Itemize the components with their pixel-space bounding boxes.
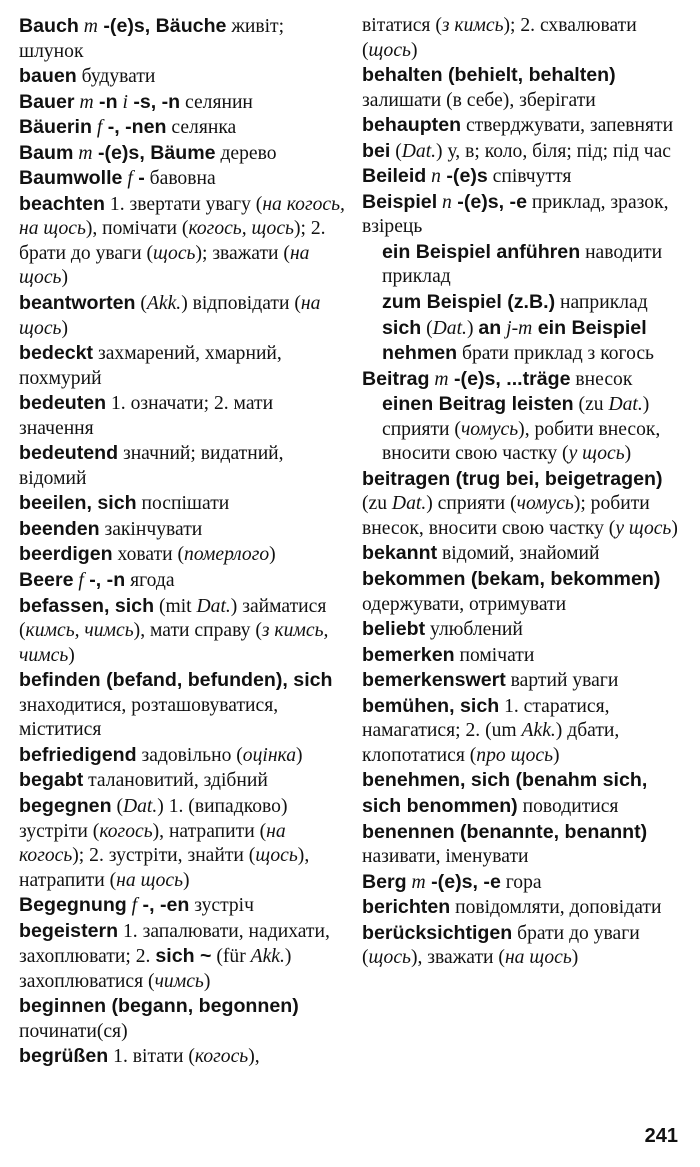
translation-fragment: знаходитися, розташовуватися, міститися <box>19 694 279 741</box>
translation-fragment: ховати ( <box>112 544 185 566</box>
headword-fragment: bedeutend <box>19 442 119 465</box>
translation-fragment: (für <box>211 946 251 968</box>
translation-fragment: 1. звертати увагу ( <box>105 193 263 215</box>
italic-fragment: на щось <box>116 869 184 891</box>
translation-fragment: ) відповідати ( <box>181 293 301 315</box>
translation-fragment: ), помічати ( <box>85 218 189 240</box>
translation-fragment: 1. запалювати, надихати, захоплювати; 2. <box>19 920 330 968</box>
dictionary-entry <box>19 491 348 517</box>
translation-fragment: називати, іменувати <box>362 846 529 868</box>
italic-fragment: чомусь <box>460 418 519 440</box>
italic-fragment: Dat. <box>432 317 467 339</box>
headword-fragment: begegnen <box>19 794 112 817</box>
italic-fragment: i <box>117 91 128 113</box>
translation-fragment: починати(ся) <box>19 1020 128 1042</box>
headword-fragment: bemerken <box>362 643 455 666</box>
translation-fragment: зустріч <box>189 895 254 917</box>
dictionary-entry <box>19 768 348 794</box>
dictionary-entry <box>19 794 348 893</box>
headword-fragment: bekannt <box>362 542 438 565</box>
italic-fragment: f <box>91 117 103 139</box>
translation-fragment: ) <box>269 544 276 566</box>
headword-fragment: bedeckt <box>19 342 94 365</box>
translation-fragment: талановитий, здібний <box>83 770 268 792</box>
translation-fragment: брати до уваги ( <box>362 922 640 969</box>
translation-fragment: ); робити внесок, вносити свою частку ( <box>362 493 650 539</box>
translation-fragment: задовільно ( <box>136 744 243 766</box>
translation-fragment: брати приклад з когось <box>457 343 654 365</box>
translation-fragment: ) сприяти ( <box>382 394 650 440</box>
translation-fragment: ) <box>61 267 68 289</box>
dictionary-entry <box>362 820 684 870</box>
left-column <box>19 14 348 1070</box>
dictionary-entry <box>362 921 684 971</box>
translation-fragment: (zu <box>362 493 392 515</box>
dictionary-entry <box>19 517 348 543</box>
sub-entry <box>362 240 684 290</box>
dictionary-entry <box>19 568 348 594</box>
dictionary-entry <box>19 115 348 141</box>
headword-fragment: sich ~ <box>155 945 212 968</box>
italic-fragment: щось <box>368 947 411 969</box>
translation-fragment: помічати <box>454 644 535 666</box>
dictionary-entry <box>362 541 684 567</box>
dictionary-entry <box>19 668 348 743</box>
translation-fragment: ) <box>203 970 211 992</box>
dictionary-entry <box>19 893 348 919</box>
italic-fragment: на щось <box>19 293 321 339</box>
translation-fragment: селянка <box>166 117 237 139</box>
italic-fragment: m <box>73 142 93 164</box>
right-column <box>362 14 684 971</box>
headword-fragment: beitragen (trug bei, beigetragen) <box>362 467 663 490</box>
dictionary-entry <box>19 441 348 491</box>
italic-fragment: когось <box>194 1046 249 1068</box>
dictionary-entry <box>362 164 684 190</box>
italic-fragment: j-m <box>501 317 533 339</box>
translation-fragment: ) сприяти ( <box>426 493 517 515</box>
italic-fragment: оцінка <box>242 744 297 766</box>
headword-fragment: sich <box>382 316 422 339</box>
page-number: 241 <box>644 1125 678 1147</box>
dictionary-entry <box>362 567 684 617</box>
dictionary-entry <box>19 166 348 192</box>
headword-fragment: berichten <box>362 896 451 919</box>
italic-fragment: Dat. <box>608 394 643 416</box>
translation-fragment: закінчувати <box>99 518 203 540</box>
italic-fragment: Akk. <box>521 720 556 742</box>
dictionary-entry <box>19 542 348 568</box>
headword-fragment: ein Beispiel anführen <box>382 240 581 263</box>
dictionary-entry <box>362 617 684 643</box>
headword-fragment: Beileid <box>362 165 427 188</box>
dictionary-entry <box>362 643 684 669</box>
italic-fragment: f <box>73 570 84 592</box>
translation-fragment: ( <box>390 140 402 162</box>
headword-fragment: Berg <box>362 870 407 893</box>
italic-fragment: у щось <box>568 443 625 465</box>
translation-fragment: (mit <box>154 595 197 617</box>
italic-fragment: Akk. <box>250 946 285 968</box>
headword-fragment: -n <box>93 90 118 113</box>
translation-fragment: одержувати, отримувати <box>362 593 567 615</box>
italic-fragment: кимсь, чимсь <box>25 620 134 642</box>
dictionary-entry <box>362 139 684 165</box>
italic-fragment: на щось <box>19 242 310 289</box>
italic-fragment: з кимсь <box>441 15 504 36</box>
headword-fragment: beeilen, sich <box>19 492 137 515</box>
headword-fragment: -, -en <box>137 894 190 917</box>
dictionary-entry <box>362 895 684 921</box>
translation-fragment: ) у, в; коло, біля; під; під час <box>436 140 671 162</box>
sub-entry <box>362 392 684 467</box>
dictionary-entry <box>19 391 348 441</box>
dictionary-entry <box>362 63 684 113</box>
headword-fragment: -(e)s <box>440 165 488 188</box>
dictionary-entry <box>19 919 348 995</box>
dictionary-entry <box>362 870 684 896</box>
translation-fragment: поводитися <box>517 795 619 817</box>
italic-fragment: когось <box>99 820 153 842</box>
italic-fragment: з кимсь, чимсь <box>19 620 329 666</box>
translation-fragment: ), робити внесок, вносити свою частку ( <box>382 418 661 465</box>
translation-fragment: ) <box>410 39 418 61</box>
dictionary-entry <box>19 141 348 167</box>
italic-fragment: чомусь <box>516 493 574 515</box>
dictionary-entry <box>19 743 348 769</box>
italic-fragment: m <box>429 368 449 390</box>
translation-fragment: значний; видатний, відомий <box>19 443 284 489</box>
dictionary-entry <box>362 113 684 139</box>
dictionary-entry <box>362 694 684 769</box>
headword-fragment: Beitrag <box>362 367 430 390</box>
translation-fragment: внесок <box>570 368 633 390</box>
italic-fragment: m <box>74 91 94 113</box>
headword-fragment: -(e)s, -e <box>425 870 501 893</box>
translation-fragment: ); 2. зустріти, знайти ( <box>72 845 256 867</box>
dictionary-entry <box>19 64 348 90</box>
translation-fragment: ) 1. (випадково) зустріти ( <box>19 795 288 842</box>
translation-fragment: ), зважати ( <box>410 947 505 969</box>
headword-fragment: Begegnung <box>19 894 127 917</box>
headword-fragment: -, -n <box>83 569 126 592</box>
headword-fragment: - <box>132 167 145 190</box>
italic-fragment: щось <box>153 242 196 264</box>
italic-fragment: Dat. <box>196 595 231 617</box>
translation-fragment: 1. старатися, намагатися; 2. (um <box>362 695 610 742</box>
translation-fragment: ); 2. брати до уваги ( <box>19 218 326 264</box>
italic-fragment: на щось <box>504 947 572 969</box>
translation-fragment: 1. вітати ( <box>108 1046 195 1068</box>
headword-fragment: -, -nen <box>102 116 167 139</box>
translation-fragment: улюблений <box>425 619 523 641</box>
translation-fragment: ) <box>624 443 632 465</box>
translation-fragment: ) <box>183 869 190 891</box>
dictionary-entry <box>362 190 684 240</box>
translation-fragment: ) захоплюватися ( <box>19 946 292 992</box>
headword-fragment: -(e)s, Bäuche <box>97 15 227 37</box>
translation-fragment: ); 2. схвалювати ( <box>362 15 637 61</box>
italic-fragment: про щось <box>476 744 554 766</box>
italic-fragment: Akk. <box>146 293 182 315</box>
headword-fragment: bei <box>362 139 391 162</box>
translation-fragment: селянин <box>180 91 253 113</box>
headword-fragment: zum Beispiel (z.B.) <box>382 291 556 314</box>
dictionary-entry <box>19 594 348 669</box>
headword-fragment: bemerkenswert <box>362 669 506 692</box>
headword-fragment: behaupten <box>362 114 462 137</box>
headword-fragment: behalten (behielt, behalten) <box>362 64 616 87</box>
translation-fragment: ягода <box>125 570 175 592</box>
headword-fragment: bedeuten <box>19 392 107 415</box>
headword-fragment: -(e)s, Bäume <box>92 141 216 164</box>
dictionary-entry <box>19 14 348 64</box>
translation-fragment: дерево <box>215 142 277 164</box>
translation-fragment: ) займатися ( <box>19 595 327 642</box>
headword-fragment: bauen <box>19 65 77 88</box>
headword-fragment: Beispiel <box>362 190 438 213</box>
translation-fragment: бавовна <box>144 168 216 190</box>
translation-fragment: наприклад <box>555 292 648 314</box>
translation-fragment: ), <box>248 1046 260 1068</box>
headword-fragment: befriedigend <box>19 743 137 766</box>
translation-fragment: вартий уваги <box>505 670 619 692</box>
headword-fragment: Bauch <box>19 15 79 37</box>
headword-fragment: einen Beitrag leisten <box>382 393 574 416</box>
italic-fragment: Dat. <box>391 493 427 515</box>
headword-fragment: befassen, sich <box>19 594 155 617</box>
sub-entry <box>362 290 684 316</box>
italic-fragment: Dat. <box>122 795 158 817</box>
translation-fragment: співчуття <box>487 166 572 188</box>
translation-fragment: захмарений, хмарний, похмурий <box>19 343 282 389</box>
translation-fragment: ), натрапити ( <box>19 845 310 891</box>
dictionary-entry <box>362 467 684 542</box>
headword-fragment: begabt <box>19 769 84 792</box>
dictionary-entry <box>19 341 348 391</box>
translation-fragment: ) <box>571 947 579 969</box>
headword-fragment: benennen (benannte, benannt) <box>362 820 648 843</box>
headword-fragment: Bäuerin <box>19 116 92 139</box>
italic-fragment: m <box>406 871 426 893</box>
dictionary-entry <box>362 768 684 819</box>
headword-fragment: Baum <box>19 141 74 164</box>
translation-fragment: повідомляти, доповідати <box>450 897 662 919</box>
headword-fragment: -(e)s, ...träge <box>448 367 571 390</box>
dictionary-entry <box>19 1044 348 1070</box>
translation-fragment: поспішати <box>136 493 230 515</box>
italic-fragment: m <box>78 16 98 37</box>
italic-fragment: f <box>126 895 138 917</box>
dictionary-entry <box>19 192 348 291</box>
translation-fragment: приклад, зразок, взірець <box>362 191 669 238</box>
headword-fragment: berücksichtigen <box>362 921 513 944</box>
headword-fragment: Beere <box>19 569 74 592</box>
dictionary-entry <box>362 14 684 63</box>
italic-fragment: n <box>426 166 441 188</box>
translation-fragment: ) <box>68 644 75 666</box>
headword-fragment: beenden <box>19 517 100 540</box>
headword-fragment: beginnen (begann, begonnen) <box>19 995 299 1018</box>
translation-fragment: будувати <box>76 66 156 88</box>
dictionary-entry <box>19 994 348 1044</box>
headword-fragment: beerdigen <box>19 543 113 566</box>
headword-fragment: Baumwolle <box>19 167 123 190</box>
translation-fragment: 1. означати; 2. мати значення <box>19 393 274 439</box>
headword-fragment: benehmen, sich (benahm sich, sich benommen) <box>362 769 648 817</box>
headword-fragment: begrüßen <box>19 1045 109 1068</box>
sub-entry <box>362 316 684 367</box>
headword-fragment: ein Beispiel nehmen <box>382 316 647 365</box>
headword-fragment: beantworten <box>19 292 136 315</box>
italic-fragment: n <box>437 191 452 213</box>
translation-fragment: ( <box>421 317 433 339</box>
translation-fragment: ( <box>111 795 123 817</box>
headword-fragment: -(e)s, -e <box>451 190 527 213</box>
translation-fragment: живіт; шлунок <box>19 16 285 62</box>
italic-fragment: чимсь <box>154 970 204 992</box>
dictionary-entry <box>19 291 348 341</box>
translation-fragment: відомий, знайомий <box>437 543 600 565</box>
translation-fragment: гора <box>500 871 542 893</box>
headword-fragment: beachten <box>19 192 106 215</box>
italic-fragment: на когось <box>19 820 286 867</box>
headword-fragment: -s, -n <box>127 90 181 113</box>
headword-fragment: beliebt <box>362 618 426 641</box>
translation-fragment: наводити приклад <box>382 241 663 288</box>
translation-fragment: ) <box>671 517 678 539</box>
translation-fragment: (zu <box>573 394 609 416</box>
translation-fragment: ) дбати, клопотатися ( <box>362 720 620 766</box>
headword-fragment: an <box>478 316 502 339</box>
translation-fragment: стверджувати, запевняти <box>461 115 674 137</box>
italic-fragment: щось <box>255 845 298 867</box>
headword-fragment: Bauer <box>19 90 75 113</box>
translation-fragment: вітатися ( <box>362 15 442 36</box>
translation-fragment: ), мати справу ( <box>133 620 262 642</box>
headword-fragment: befinden (befand, befunden), sich <box>19 669 333 692</box>
translation-fragment: ( <box>135 293 147 315</box>
translation-fragment: ) <box>61 317 68 339</box>
translation-fragment: ) <box>553 744 560 766</box>
headword-fragment: begeistern <box>19 919 119 942</box>
italic-fragment: померлого <box>184 544 270 566</box>
headword-fragment: bemühen, sich <box>362 694 500 717</box>
translation-fragment: ); зважати ( <box>195 242 290 264</box>
translation-fragment: ) <box>466 317 479 339</box>
italic-fragment: f <box>122 168 133 190</box>
dictionary-entry <box>362 668 684 694</box>
translation-fragment: ) <box>296 744 303 766</box>
dictionary-entry <box>19 90 348 116</box>
italic-fragment: щось <box>368 39 411 61</box>
dictionary-entry <box>362 367 684 393</box>
translation-fragment: ), натрапити ( <box>152 820 267 842</box>
italic-fragment: когось, щось <box>188 218 294 240</box>
translation-fragment: залишати (в себе), зберігати <box>362 89 596 111</box>
italic-fragment: на когось, на щось <box>19 193 345 240</box>
italic-fragment: у щось <box>615 517 672 539</box>
headword-fragment: bekommen (bekam, bekommen) <box>362 568 661 591</box>
italic-fragment: Dat. <box>401 140 437 162</box>
